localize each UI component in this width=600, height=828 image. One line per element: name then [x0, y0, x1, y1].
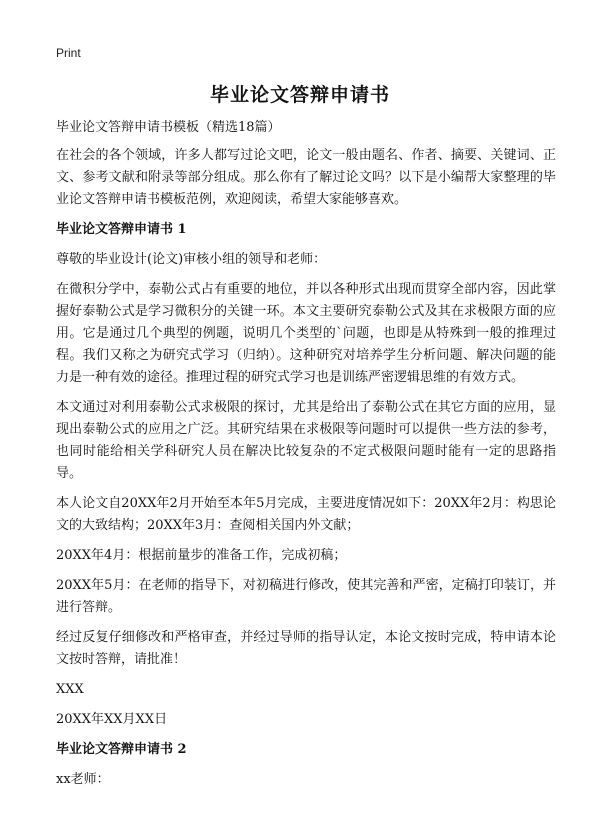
- intro-paragraph: 在社会的各个领域，许多人都写过论文吧，论文一般由题名、作者、摘要、关键词、正文、参考文献和附录等部分组成。那么你有了解过论文吗？以下是小编帮大家整理的毕业论文答辩申请书模板范例，欢迎阅读，希望大家能够喜欢。: [56, 148, 556, 207]
- document-subtitle: 毕业论文答辩申请书模板（精选18篇）: [56, 120, 281, 135]
- document-title: 毕业论文答辩申请书: [209, 84, 390, 106]
- section-1-salutation: 尊敬的毕业设计(论文)审核小组的领导和老师：: [56, 252, 327, 267]
- section-1-paragraph-6: 经过反复仔细修改和严格审查，并经过导师的指导认定，本论文按时完成，特申请本论文按时答辩，请批准！: [56, 630, 556, 667]
- section-1-paragraph-2: 本文通过对利用泰勒公式求极限的探讨，尤其是给出了泰勒公式在其它方面的应用，显现出泰勒公式的应用之广泛。其研究结果在求极限等问题时可以提供一些方法的参考，也同时能给相关学科研究人员在解决比较复杂的不定式极限问题时能有一定的思路指导。: [56, 400, 556, 481]
- section-2-salutation: xx老师：: [56, 772, 110, 787]
- section-1-heading: 毕业论文答辩申请书 1: [56, 222, 187, 237]
- document-body: [56, 117, 556, 799]
- print-link[interactable]: Print: [56, 46, 81, 60]
- section-1-paragraph-3: 本人论文自20XX年2月开始至本年5月完成，主要进度情况如下：20XX年2月：构思论文的大致结构；20XX年3月：查阅相关国内外文献；: [56, 496, 556, 533]
- section-1-paragraph-1: 在微积分学中，泰勒公式占有重要的地位，并以各种形式出现而贯穿全部内容，因此掌握好泰勒公式是学习微积分的关键一环。本文主要研究泰勒公式及其在求极限方面的应用。它是通过几个典型的例题，说明几个类型的`问题，也即是从特殊到一般的推理过程。我们又称之为研究式学习（归纳）。这种研究对培养学生分析问题、解决问题的能力是一种有效的途径。推理过程的研究式学习也是训练严密逻辑思维的有效方式。: [56, 282, 556, 385]
- section-1-paragraph-5: 20XX年5月：在老师的指导下，对初稿进行修改，使其完善和严密，定稿打印装订，并进行答辩。: [56, 578, 556, 615]
- section-1-paragraph-4: 20XX年4月：根据前量步的准备工作，完成初稿；: [56, 548, 347, 563]
- section-1-date: 20XX年XX月XX日: [56, 712, 168, 727]
- section-2-heading: 毕业论文答辩申请书 2: [56, 742, 187, 757]
- section-1-signature: XXX: [56, 682, 84, 697]
